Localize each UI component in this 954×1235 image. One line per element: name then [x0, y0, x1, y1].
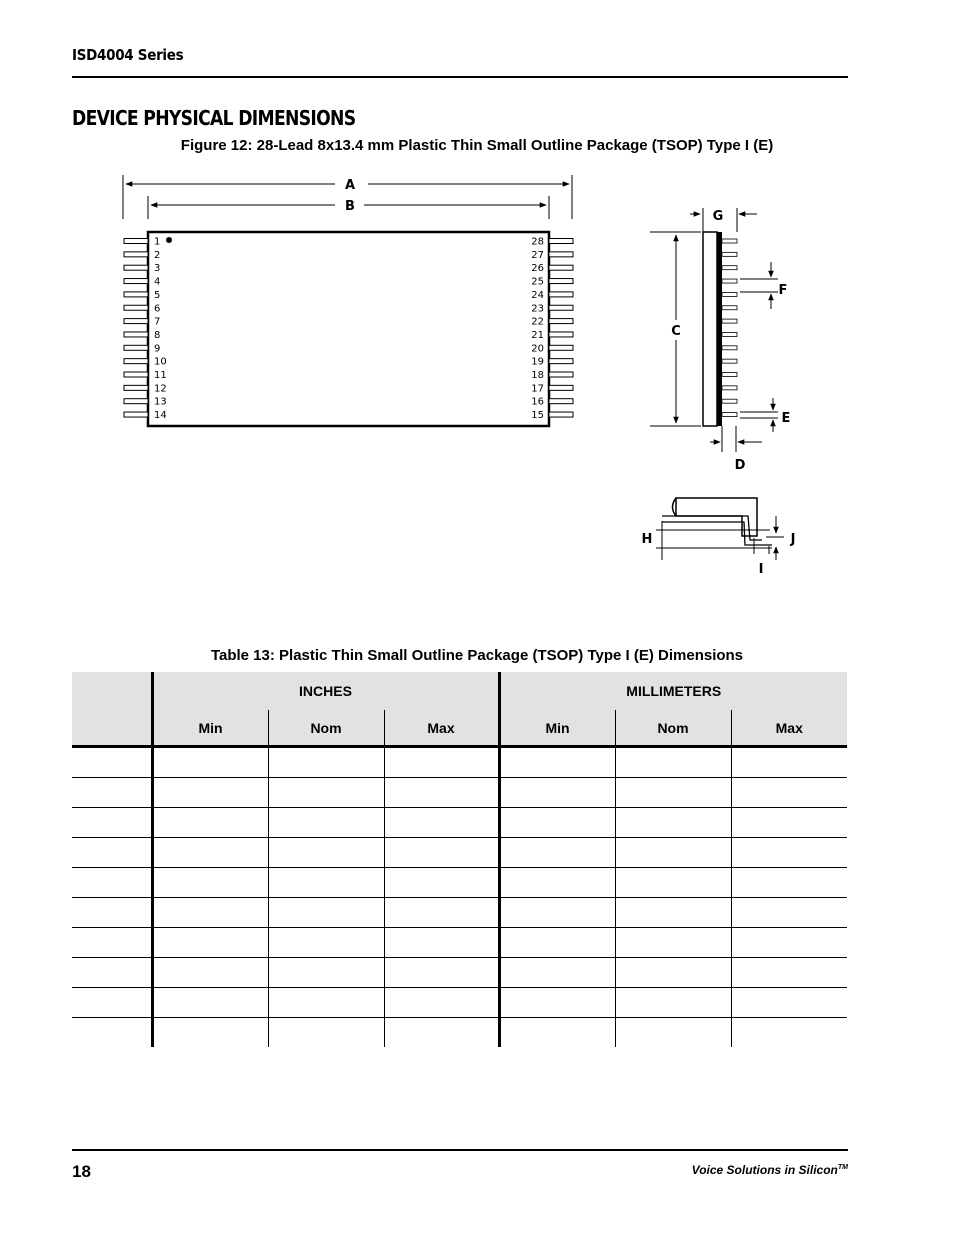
pin-label: 5	[154, 289, 161, 301]
lead	[124, 345, 148, 350]
footer-tagline: Voice Solutions in Silicon™	[691, 1163, 848, 1177]
table-row	[72, 988, 847, 1018]
table-cell	[152, 838, 268, 868]
pin1-indicator	[166, 237, 172, 243]
table-cell	[384, 747, 499, 778]
table-cell	[152, 778, 268, 808]
package-diagram	[0, 0, 954, 600]
side-lead	[722, 292, 737, 296]
table-cell	[152, 958, 268, 988]
svg-text:F: F	[778, 283, 788, 298]
table-row	[72, 898, 847, 928]
lead	[549, 399, 573, 404]
lead	[124, 292, 148, 297]
lead	[124, 359, 148, 364]
table-row	[72, 778, 847, 808]
table-cell	[152, 1018, 268, 1048]
table-cell	[384, 1018, 499, 1048]
table-cell	[615, 838, 731, 868]
pin-label: 20	[531, 343, 544, 355]
dimension-b	[148, 196, 549, 219]
pin-label: 17	[531, 383, 544, 395]
table-cell	[499, 958, 615, 988]
corner-cell	[72, 672, 152, 747]
table-cell	[72, 747, 152, 778]
table-cell	[72, 868, 152, 898]
pin-label: 12	[154, 383, 167, 395]
table-cell	[72, 1018, 152, 1048]
side-lead	[722, 386, 737, 390]
side-lead	[722, 319, 737, 323]
table-cell	[152, 928, 268, 958]
table-row	[72, 838, 847, 868]
table-cell	[384, 958, 499, 988]
side-lead	[722, 346, 737, 350]
table-cell	[731, 988, 847, 1018]
pin-label: 3	[154, 263, 161, 275]
svg-text:G: G	[712, 209, 724, 224]
table-cell	[384, 778, 499, 808]
svg-text:C: C	[671, 324, 681, 339]
table-cell	[615, 868, 731, 898]
table-cell	[499, 928, 615, 958]
table-cell	[72, 838, 152, 868]
side-lead	[722, 359, 737, 363]
lead	[549, 345, 573, 350]
table-cell	[152, 898, 268, 928]
table-cell	[615, 958, 731, 988]
table-caption: Table 13: Plastic Thin Small Outline Package (TSOP) Type I (E) Dimensions	[210, 647, 744, 664]
side-lead	[722, 239, 737, 243]
table-cell	[615, 898, 731, 928]
table-cell	[731, 958, 847, 988]
lead	[549, 292, 573, 297]
label-a: A	[344, 178, 356, 193]
svg-text:J: J	[790, 532, 796, 547]
pin-label: 9	[154, 343, 161, 355]
table-cell	[499, 898, 615, 928]
pin-label: 16	[531, 396, 544, 408]
lead	[124, 319, 148, 324]
pin-label: 8	[154, 329, 161, 341]
table-cell	[615, 928, 731, 958]
subheader-cell: Max	[731, 710, 847, 747]
table-row	[72, 808, 847, 838]
lead	[124, 332, 148, 337]
table-cell	[384, 868, 499, 898]
pin-label: 10	[154, 356, 167, 368]
lead	[124, 279, 148, 284]
lead	[549, 372, 573, 377]
table-cell	[384, 898, 499, 928]
table-row	[72, 868, 847, 898]
section-title: DEVICE PHYSICAL DIMENSIONS	[72, 106, 356, 130]
table-cell	[731, 838, 847, 868]
pin-label: 1	[154, 236, 161, 248]
svg-text:I: I	[758, 562, 764, 577]
lead-profile-view	[642, 498, 796, 577]
table-cell	[268, 988, 384, 1018]
lead	[124, 252, 148, 257]
svg-text:E: E	[781, 411, 791, 426]
table-cell	[499, 747, 615, 778]
table-cell	[268, 928, 384, 958]
table-cell	[72, 778, 152, 808]
lead	[549, 319, 573, 324]
pin-label: 13	[154, 396, 167, 408]
pin-label: 7	[154, 316, 161, 328]
side-lead	[722, 332, 737, 336]
table-cell	[615, 1018, 731, 1048]
table-cell	[499, 838, 615, 868]
pin-label: 23	[531, 303, 544, 315]
table-cell	[268, 868, 384, 898]
table-cell	[268, 778, 384, 808]
table-cell	[152, 747, 268, 778]
pin-label: 4	[154, 276, 161, 288]
subheader-cell: Min	[499, 710, 615, 747]
side-lead	[722, 373, 737, 377]
table-cell	[152, 868, 268, 898]
group-header-millimeters: MILLIMETERS	[499, 672, 847, 710]
lead	[549, 385, 573, 390]
subheader-cell: Min	[152, 710, 268, 747]
package-body	[148, 232, 549, 426]
dimensions-table	[72, 672, 847, 1047]
table-row	[72, 1018, 847, 1048]
lead	[549, 359, 573, 364]
side-lead	[722, 399, 737, 403]
table-cell	[268, 958, 384, 988]
pin-label: 21	[531, 329, 544, 341]
table-cell	[615, 778, 731, 808]
footer-rule	[72, 1149, 848, 1151]
table-cell	[615, 988, 731, 1018]
pin-label: 25	[531, 276, 544, 288]
figure-caption: Figure 12: 28-Lead 8x13.4 mm Plastic Thin Small Outline Package (TSOP) Type I (E)	[180, 137, 774, 154]
side-lead	[722, 279, 737, 283]
table-cell	[72, 808, 152, 838]
side-lead	[722, 252, 737, 256]
lead	[124, 265, 148, 270]
lead	[124, 385, 148, 390]
table-cell	[268, 1018, 384, 1048]
table-cell	[499, 868, 615, 898]
side-lead	[722, 266, 737, 270]
pin-label: 22	[531, 316, 544, 328]
lead	[549, 412, 573, 417]
table-cell	[384, 988, 499, 1018]
table-cell	[615, 808, 731, 838]
table-cell	[268, 838, 384, 868]
table-cell	[72, 898, 152, 928]
table-cell	[731, 747, 847, 778]
table-row	[72, 928, 847, 958]
table-cell	[499, 988, 615, 1018]
subheader-cell: Max	[384, 710, 499, 747]
lead	[124, 399, 148, 404]
pin-label: 18	[531, 370, 544, 381]
lead	[549, 239, 573, 244]
lead	[549, 332, 573, 337]
pin-label: 28	[531, 236, 544, 248]
table-cell	[731, 778, 847, 808]
table-cell	[384, 928, 499, 958]
lead	[549, 279, 573, 284]
pin-label: 11	[154, 370, 167, 381]
table-cell	[268, 808, 384, 838]
table-cell	[72, 928, 152, 958]
subheader-cell: Nom	[615, 710, 731, 747]
series-title: ISD4004 Series	[72, 46, 184, 64]
table-cell	[499, 1018, 615, 1048]
table-cell	[615, 747, 731, 778]
table-cell	[384, 808, 499, 838]
table-cell	[731, 928, 847, 958]
pin-label: 6	[154, 303, 161, 315]
lead	[124, 372, 148, 377]
svg-text:H: H	[641, 532, 653, 547]
group-header-inches: INCHES	[152, 672, 499, 710]
label-b: B	[345, 199, 355, 214]
lead	[124, 412, 148, 417]
pin-label: 2	[154, 249, 161, 261]
lead	[549, 252, 573, 257]
table-cell	[499, 808, 615, 838]
table-cell	[72, 958, 152, 988]
pin-label: 24	[531, 289, 544, 301]
table-cell	[152, 808, 268, 838]
table-row	[72, 958, 847, 988]
table-cell	[268, 747, 384, 778]
lead	[124, 239, 148, 244]
table-cell	[268, 898, 384, 928]
pin-label: 26	[531, 263, 544, 275]
side-view	[650, 208, 790, 473]
table-cell	[731, 898, 847, 928]
table-cell	[731, 868, 847, 898]
side-lead	[722, 306, 737, 310]
svg-text:D: D	[734, 458, 746, 473]
table-cell	[499, 778, 615, 808]
pin-label: 14	[154, 410, 167, 422]
pin-label: 27	[531, 249, 544, 261]
table-cell	[731, 1018, 847, 1048]
page-number: 18	[72, 1162, 91, 1181]
table-cell	[72, 988, 152, 1018]
lead	[549, 265, 573, 270]
table-cell	[384, 838, 499, 868]
lead	[124, 305, 148, 310]
table-body	[72, 747, 847, 1048]
table-cell	[152, 988, 268, 1018]
table-cell	[731, 808, 847, 838]
subheader-cell: Nom	[268, 710, 384, 747]
table-row	[72, 747, 847, 778]
side-lead	[722, 413, 737, 417]
pin-label: 19	[531, 356, 544, 368]
lead	[549, 305, 573, 310]
pin-label: 15	[531, 410, 544, 422]
